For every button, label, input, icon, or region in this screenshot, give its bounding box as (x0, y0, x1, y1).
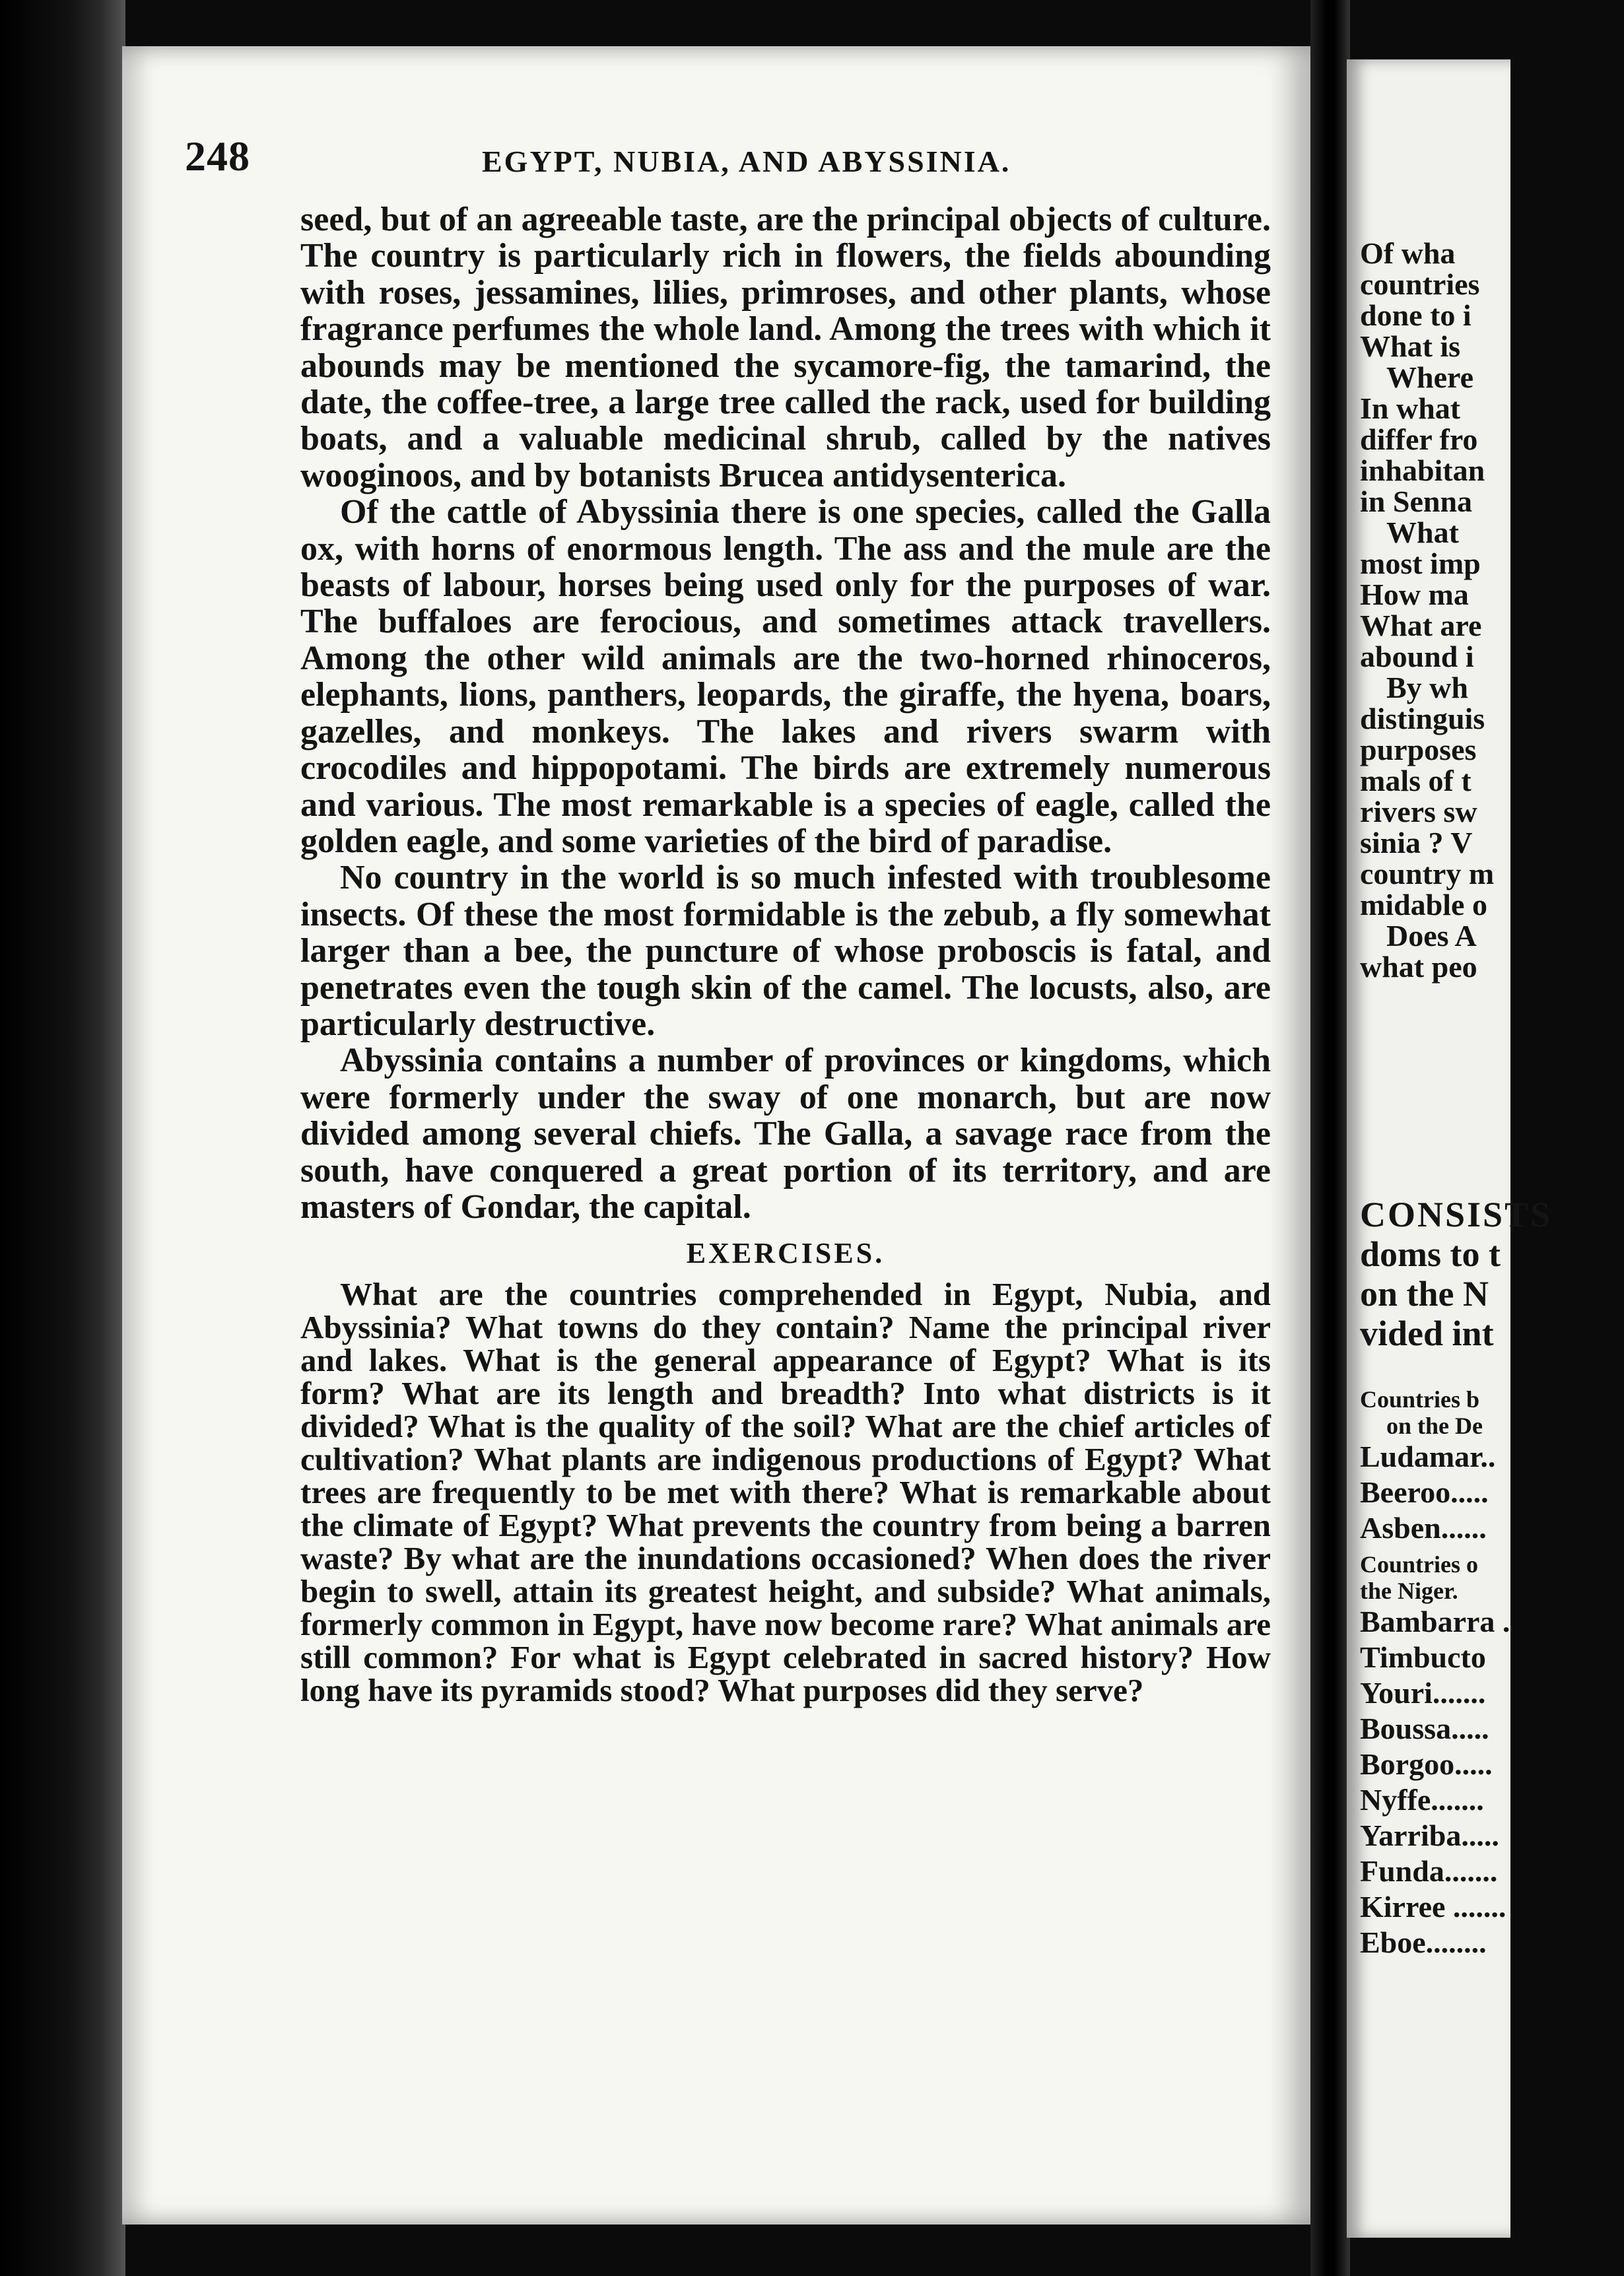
consists-heading: CONSISTS (1360, 1195, 1553, 1234)
facing-line: done to i (1360, 298, 1472, 332)
running-head: EGYPT, NUBIA, AND ABYSSINIA. (482, 145, 1011, 178)
facing-line: purposes (1360, 733, 1477, 766)
country-entry: Nyffe....... (1360, 1783, 1484, 1817)
facing-line: What is (1360, 329, 1461, 363)
page-number: 248 (185, 133, 250, 180)
facing-line: How ma (1360, 578, 1469, 611)
country-entry: Boussa..... (1360, 1712, 1489, 1745)
facing-page-country-list (1360, 1386, 1624, 1960)
facing-line: By wh (1386, 671, 1468, 704)
country-entry: Borgoo..... (1360, 1747, 1493, 1781)
country-group-heading: on the De (1386, 1413, 1483, 1439)
exercises-text: What are the countries comprehended in Egypt, Nubia, and Abyssinia? What towns do they contain? Name the principal river and lakes. What is the general appearance of Egypt? What is its form? What are its length and breadth? Into what districts is it divided? What is the quality of the soil? What are the chief articles of cultivation? What plants are indigenous productions of Egypt? What trees are frequently to be met with there? What is remarkable about the climate of Egypt? What prevents the country from being a barren waste? By what are the inundations occasioned? When does the river begin to swell, attain its greatest height, and subside? What animals, formerly common in Egypt, have now become rare? What animals are still common? For what is Egypt celebrated in sacred history? How long have its pyramids stood? What purposes did they serve? (300, 1276, 1271, 1709)
paragraph-flora: seed, but of an agreeable taste, are the principal objects of culture. The country is particularly rich in flowers, the fields abounding with roses, jessamines, lilies, primroses, and other plants, whose fragrance perfumes the whole land. Among the trees with which it abounds may be mentioned the sycamore-fig, the tamarind, the date, the coffee-tree, a large tree called the rack, used for building boats, and a valuable medicinal shrub, called by the natives wooginoos, and by botanists Brucea antidysenterica. (300, 201, 1271, 494)
facing-line: differ fro (1360, 422, 1478, 456)
facing-line: Where (1386, 360, 1474, 394)
facing-line: sinia ? V (1360, 826, 1473, 859)
country-entry: Funda....... (1360, 1854, 1498, 1888)
country-entry: Beeroo..... (1360, 1475, 1489, 1509)
country-entry: Youri....... (1360, 1676, 1486, 1710)
paragraph-cattle: Of the cattle of Abyssinia there is one species, called the Galla ox, with horns of enormous length. The ass and the mule are the beasts of labour, horses being used only for the purposes of war. The buffaloes are ferocious, and sometimes attack travellers. Among the other wild animals are the two-horned rhinoceros, elephants, lions, panthers, leopards, the giraffe, the hyena, boars, gazelles, and monkeys. The lakes and rivers swarm with crocodiles and hippopotami. The birds are extremely numerous and various. The most remarkable is a species of eagle, called the golden eagle, and some varieties of the bird of paradise. (300, 493, 1271, 860)
facing-line: What are (1360, 609, 1482, 642)
consists-line: vided int (1360, 1314, 1494, 1353)
facing-line: distinguis (1360, 702, 1485, 735)
consists-line: doms to t (1360, 1234, 1501, 1274)
country-group-heading: the Niger. (1360, 1578, 1458, 1604)
left-binding-edge (0, 0, 125, 2276)
country-group-heading: Countries o (1360, 1551, 1478, 1578)
exercises-heading: EXERCISES. (686, 1237, 885, 1270)
country-entry: Timbucto (1360, 1640, 1486, 1674)
country-entry: Yarriba..... (1360, 1819, 1499, 1852)
book-gutter (1310, 0, 1350, 2276)
facing-line: abound i (1360, 640, 1474, 673)
country-group-heading: Countries b (1360, 1386, 1480, 1413)
facing-line: countries (1360, 267, 1480, 301)
paragraph-provinces: Abyssinia contains a number of provinces or kingdoms, which were formerly under the sway of one monarch, but are now divided among several chiefs. The Galla, a savage race from the south, have conquered a great portion of its territory, and are masters of Gondar, the capital. (300, 1042, 1271, 1226)
facing-line: What (1386, 516, 1459, 549)
facing-line: most imp (1360, 547, 1481, 580)
country-entry: Kirree ....... (1360, 1890, 1506, 1924)
facing-line: country m (1360, 857, 1495, 890)
country-entry: Bambarra . (1360, 1605, 1510, 1638)
page-header (185, 132, 1268, 191)
body-text (300, 201, 1271, 1707)
facing-page-section-intro (1360, 1195, 1624, 1353)
country-entry: Ludamar.. (1360, 1440, 1496, 1473)
consists-line: on the N (1360, 1274, 1489, 1314)
facing-line: what peo (1360, 950, 1477, 984)
facing-line: Of wha (1360, 236, 1456, 270)
facing-line: In what (1360, 391, 1461, 425)
facing-page (1347, 59, 1553, 2238)
facing-line: Does A (1386, 919, 1477, 953)
facing-line: in Senna (1360, 485, 1473, 518)
facing-line: rivers sw (1360, 795, 1477, 828)
facing-line: inhabitan (1360, 453, 1485, 487)
facing-page-questions (1360, 238, 1624, 982)
country-entry: Asben...... (1360, 1511, 1487, 1545)
paragraph-insects: No country in the world is so much infested with troublesome insects. Of these the most formidable is the zebub, a fly somewhat larger than a bee, the puncture of whose proboscis is fatal, and penetrates even the tough skin of the camel. The locusts, also, are particularly destructive. (300, 859, 1271, 1043)
facing-line: midable o (1360, 888, 1487, 921)
facing-line: mals of t (1360, 764, 1472, 797)
country-entry: Eboe........ (1360, 1925, 1487, 1959)
